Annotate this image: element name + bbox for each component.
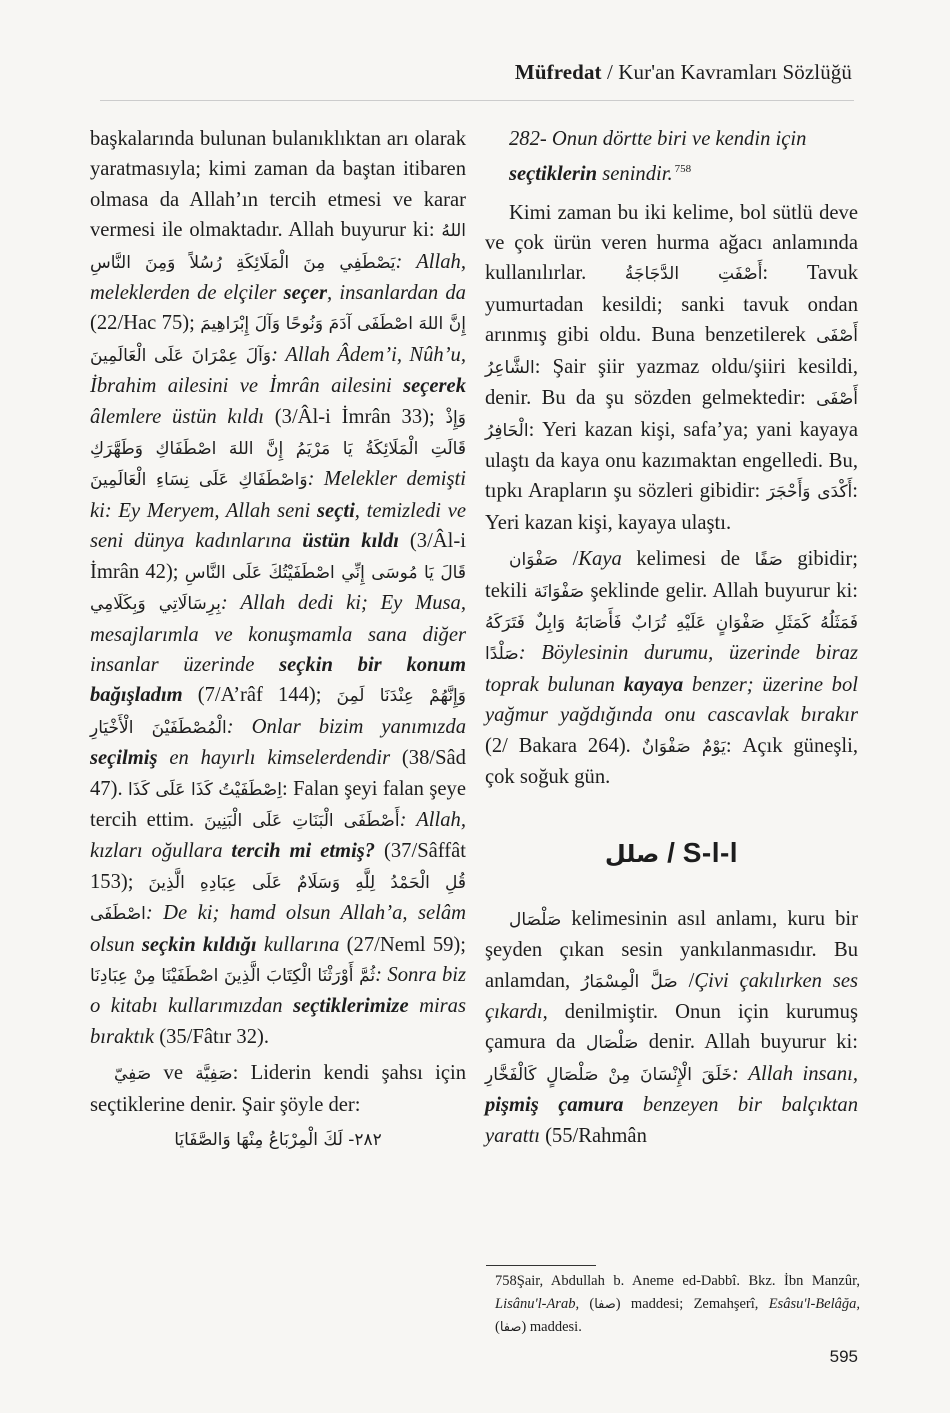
translation: kullarına [256, 933, 340, 956]
right-paragraph-3 [485, 904, 858, 1151]
text-run: / [558, 548, 579, 571]
arabic-word: صَفًا [754, 550, 783, 571]
text-run: : Falan şeyi falan şeye tercih ettim. [90, 777, 466, 831]
emphasis: pişmiş çamura [485, 1094, 624, 1117]
entry-heading [485, 838, 858, 869]
arabic-quote: وَإِذْ قَالَتِ الْمَلَائِكَةُ يَا مَرْيَمُ إِنَّ اللهَ اصْطَفَاكِ وَطَهَّرَكِ وَاصْطَفَاكِ عَلَى نِسَاءِ الْعَالَمِينَ [90, 407, 466, 491]
reference: (22/Hac 75); [90, 312, 201, 335]
arabic-word: يَوْمٌ صَفْوَانٌ [641, 736, 726, 757]
emphasis: seçkin kıldığı [141, 933, 257, 956]
text-run: şeklinde gelir. Allah buyurur ki: [584, 579, 858, 602]
left-paragraph-2 [90, 1058, 466, 1120]
arabic-word: أَصْفَى الشَّاعِرُ [485, 326, 858, 378]
text-run: : Liderin kendi şahsı için seçtiklerine denir. Şair şöyle der: [90, 1062, 466, 1116]
arabic-quote: قَالَ يَا مُوسَى إِنِّي اصْطَفَيْتُكَ عَلَى النَّاسِ بِرِسَالَاتِي وَبِكَلَامِي [90, 562, 466, 615]
translation: Çivi çakılırken ses çıkardı [485, 969, 859, 1024]
arabic-quote: اِصْطَفَيْتُ كَذَا عَلَى كَذَا [128, 779, 282, 800]
poem-verse-translation [485, 124, 858, 190]
reference: (27/Neml 59); [339, 933, 466, 956]
text-run: gibidir; tekili [485, 548, 858, 602]
text-run: : Yeri kazan kişi, kayaya ulaştı. [485, 480, 858, 534]
heading-latin: S-l-l [682, 837, 739, 869]
arabic-word: أَصْفَتِ الدَّجَاجَةُ [624, 264, 763, 285]
footnote-text: ) maddesi. [521, 1319, 582, 1335]
arabic-quote: إِنَّ اللهَ اصْطَفَى آدَمَ وَنُوحًا وَآلَ إِبْرَاهِيمَ وَآلَ عِمْرَانَ عَلَى الْعَالَمِينَ [90, 314, 466, 366]
reference: (55/Rahmân [539, 1124, 647, 1147]
text-run: başkalarında bulunan bulanıklıktan arı olarak yaratmasıyla; kimi zaman da baştan itibaren olmasa da Allah’ın tercih etmesi ve karar vermesi ile olmaktadır. Allah buyurur ki: [90, 128, 466, 242]
text-run: kelimesi de [621, 548, 755, 571]
footnote-text: ( [495, 1319, 500, 1335]
translation: : Sonra biz o kitabı kullarımızdan [90, 963, 466, 1018]
arabic-word: صَلْصَال [585, 1033, 639, 1054]
emphasis: seçerek [403, 375, 466, 398]
right-column [485, 124, 858, 1151]
emphasis: seçer [283, 282, 328, 305]
right-paragraph-2 [485, 544, 858, 792]
footnote-text: 758Şair, Abdullah b. Aneme ed-Dabbî. Bkz. İbn Manzûr, [495, 1273, 860, 1289]
arabic-word: صَفْوَانَة [533, 581, 585, 602]
emphasis: kayaya [623, 673, 684, 696]
translation: : Allah Âdem’i, Nûh’u, İbrahim ailesini ve İmrân ailesini [90, 343, 466, 398]
header-rule [100, 100, 854, 101]
arabic-word: صفا [499, 1320, 522, 1335]
arabic-quote: وَإِنَّهُمْ عِنْدَنَا لَمِنَ الْمُصْطَفَيْنَ الْأَخْيَارِ [90, 686, 466, 738]
translation: miras bıraktık [90, 995, 466, 1048]
arabic-word: أَصْفَى الْحَافِرُ [485, 389, 858, 441]
reference: (3/Âl-i İmrân 42); [90, 530, 466, 583]
emphasis: seçtiklerin [509, 163, 598, 186]
arabic-word: أَكْدَى وَأَحْجَرَ [766, 482, 853, 503]
text-run: Kimi zaman bu iki kelime, bol sütlü deve ve çok ürün veren hurma ağacı anlamında kullanılırlar. [485, 201, 858, 285]
heading-separator: / [659, 837, 683, 869]
footnote-rule [486, 1265, 596, 1266]
emphasis: seçkin bir konum bağışladım [90, 653, 466, 707]
arabic-word: صَلْصَال [509, 909, 562, 930]
heading-arabic: صلل [604, 840, 660, 869]
translation: : Onlar bizim yanımızda [226, 715, 466, 738]
page-number: 595 [829, 1347, 858, 1366]
running-head [515, 60, 852, 85]
translation: : Allah dedi ki; Ey Musa, mesajlarımla ve konuşmamla sana diğer insanlar üzerinde [90, 592, 466, 676]
translation: benzer; üzerine bol yağmur yağdığında onu cascavlak bırakır [485, 673, 858, 727]
running-head-rest: / Kur'an Kavramları Sözlüğü [601, 60, 852, 84]
right-paragraph-1 [485, 198, 858, 538]
translation: 282- Onun dörtte biri ve kendin için [509, 128, 807, 150]
emphasis: seçti [317, 499, 355, 522]
text-run: : Açık güneşli, çok soğuk gün. [485, 734, 858, 788]
arabic-quote: قُلِ الْحَمْدُ لِلَّهِ وَسَلَامٌ عَلَى عِبَادِهِ الَّذِينَ اصْطَفَى [90, 872, 466, 925]
translation: benzeyen bir balçıktan yarattı [485, 1094, 858, 1147]
arabic-word: صَفِيَّة [195, 1064, 233, 1085]
footnote-758 [495, 1270, 860, 1340]
translation: , insanlardan da [327, 282, 466, 305]
reference: (7/A’râf 144); [182, 684, 337, 707]
translation: : Allah, meleklerden de elçiler [90, 250, 466, 305]
poem-verse-arabic [90, 1124, 466, 1155]
arabic-word: صَلَّ الْمِسْمَارُ [581, 971, 678, 992]
text-run: : Tavuk yumurtadan kesildi; sanki tavuk ondan arınmış gibi oldu. Buna benzetilerek [485, 262, 858, 347]
reference: (3/Âl-i İmrân 33); [264, 405, 446, 428]
arabic-quote: ثُمَّ أَوْرَثْنَا الْكِتَابَ الَّذِينَ اصْطَفَيْنَا مِنْ عِبَادِنَا [90, 965, 376, 986]
arabic-quote: خَلَقَ الْإِنْسَانَ مِنْ صَلْصَالٍ كَالْفَخَّارِ [485, 1064, 733, 1085]
emphasis: seçtiklerimize [293, 995, 409, 1018]
footnote-text: ) maddesi; Zemahşerî, [615, 1295, 769, 1312]
arabic-quote: اللهُ يَصْطَفِي مِنَ الْمَلَائِكَةِ رُسُلاً وَمِنَ النَّاسِ [90, 221, 466, 273]
arabic-quote: فَمَثَلُهُ كَمَثَلِ صَفْوَانٍ عَلَيْهِ تُرَابٌ فَأَصَابَهُ وَابِلٌ فَتَرَكَهُ صَلْدًا [485, 612, 858, 665]
translation: : Allah, kızları oğullara [90, 808, 466, 863]
emphasis: tercih mi etmiş? [231, 840, 376, 863]
text-run: , denilmiştir. Onun için kurumuş çamura da [485, 1001, 858, 1054]
running-head-bold: Müfredat [514, 60, 602, 84]
text-run: / [677, 969, 695, 992]
arabic-word: صفا [594, 1296, 616, 1312]
footnote-ref[interactable]: 758 [674, 163, 692, 176]
emphasis: seçilmiş [90, 747, 158, 770]
text-run: denir. Allah buyurur ki: [638, 1031, 858, 1054]
translation: Kaya [578, 548, 622, 571]
source-title: Esâsu'l-Belâğa, [768, 1295, 860, 1312]
translation: : De ki; hamd olsun Allah’a, selâm olsun [90, 902, 466, 956]
source-title: Lisânu'l-Arab, [495, 1295, 580, 1312]
emphasis: üstün kıldı [302, 530, 400, 553]
text-run: ve [151, 1062, 196, 1085]
reference: (37/Sâffât 153); [90, 840, 466, 893]
translation: senindir. [597, 163, 673, 186]
reference: (38/Sâd 47). [90, 747, 466, 800]
reference: (2/ Bakara 264). [485, 734, 642, 757]
left-column [90, 124, 466, 1155]
translation: en hayırlı kimselerdendir [157, 747, 391, 770]
footnote-text: ( [579, 1295, 595, 1312]
translation: : Allah insanı, [732, 1062, 858, 1085]
translation: âlemlere üstün kıldı [90, 405, 265, 428]
text-run: kelimesinin asıl anlamı, kuru bir şeyden çıkan sesin yankılanmasıdır. Bu anlamdan, [485, 907, 858, 992]
left-paragraph-1 [90, 124, 466, 1052]
arabic-verse: ٢٨٢- لَكَ الْمِرْبَاعُ مِنْهَا وَالصَّفَايَا [174, 1130, 382, 1150]
text-run: : Yeri kazan kişi, safa’ya; yani kayaya ulaştı da kaya onu kazımaktan engelledi. Bu, tıpkı Arapların şu sözleri gibidir: [485, 418, 858, 503]
arabic-word: صَفِيّ [114, 1064, 152, 1085]
arabic-quote: أَصْطَفَى الْبَنَاتِ عَلَى الْبَنِينَ [203, 810, 400, 831]
text-run: : Şair şiir yazmaz oldu/şiiri kesildi, denir. Bu da şu sözden gelmektedir: [485, 355, 858, 410]
translation: : Melekler demişti ki: Ey Meryem, Allah seni [90, 468, 466, 522]
translation: , temizledi ve seni dünya kadınlarına [90, 499, 467, 553]
arabic-word: صَفْوَان [509, 550, 559, 571]
reference: (35/Fâtır 32). [154, 1025, 270, 1048]
translation: : Böylesinin durumu, üzerinde biraz toprak bulunan [485, 642, 858, 696]
